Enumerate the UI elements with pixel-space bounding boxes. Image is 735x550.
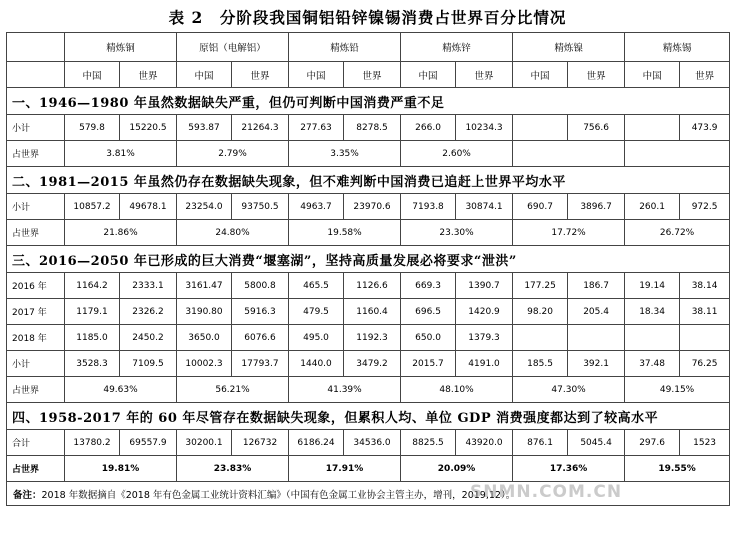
data-cell: 23970.6: [344, 194, 401, 220]
data-cell: 5800.8: [232, 273, 289, 299]
table-row: [7, 351, 730, 377]
data-cell: 10002.3: [177, 351, 232, 377]
section-row: [7, 88, 730, 115]
data-cell: 465.5: [289, 273, 344, 299]
section-row: [7, 403, 730, 430]
data-cell: 8825.5: [401, 430, 456, 456]
data-cell: 297.6: [625, 430, 680, 456]
metal-header: 精炼镍: [513, 33, 625, 62]
row-label: 合计: [7, 430, 65, 456]
data-cell: 1440.0: [289, 351, 344, 377]
data-cell: 30200.1: [177, 430, 232, 456]
world-header: 世界: [568, 62, 625, 88]
data-cell: 43920.0: [456, 430, 513, 456]
data-cell: 392.1: [568, 351, 625, 377]
data-cell: 593.87: [177, 115, 232, 141]
data-cell: 972.5: [680, 194, 730, 220]
data-cell: 76.25: [680, 351, 730, 377]
watermark: SNMN.COM.CN: [470, 482, 623, 502]
table-row: [7, 273, 730, 299]
data-cell: [513, 115, 568, 141]
data-cell: [513, 325, 568, 351]
percent-cell: 47.30%: [513, 377, 625, 403]
data-cell: 10234.3: [456, 115, 513, 141]
metal-header: 原铝（电解铝）: [177, 33, 289, 62]
percent-cell: 17.91%: [289, 456, 401, 482]
data-cell: 126732: [232, 430, 289, 456]
china-header: 中国: [625, 62, 680, 88]
china-header: 中国: [177, 62, 232, 88]
data-cell: 479.5: [289, 299, 344, 325]
china-header: 中国: [65, 62, 120, 88]
data-cell: 7109.5: [120, 351, 177, 377]
data-cell: 17793.7: [232, 351, 289, 377]
data-cell: 1164.2: [65, 273, 120, 299]
percent-label: 占世界: [7, 220, 65, 246]
row-label: 小计: [7, 194, 65, 220]
data-cell: 3528.3: [65, 351, 120, 377]
data-cell: 3190.80: [177, 299, 232, 325]
data-cell: 2450.2: [120, 325, 177, 351]
data-cell: 1523: [680, 430, 730, 456]
data-cell: 10857.2: [65, 194, 120, 220]
percent-cell: 17.72%: [513, 220, 625, 246]
world-header: 世界: [120, 62, 177, 88]
percent-cell: [625, 141, 730, 167]
china-header: 中国: [401, 62, 456, 88]
data-cell: 3479.2: [344, 351, 401, 377]
percent-cell: 19.55%: [625, 456, 730, 482]
header-row-regions: [7, 62, 730, 88]
data-cell: 579.8: [65, 115, 120, 141]
percent-label: 占世界: [7, 377, 65, 403]
data-cell: 38.14: [680, 273, 730, 299]
world-header: 世界: [232, 62, 289, 88]
data-cell: 1390.7: [456, 273, 513, 299]
percent-row: [7, 456, 730, 482]
data-cell: 2326.2: [120, 299, 177, 325]
data-cell: 186.7: [568, 273, 625, 299]
world-header: 世界: [680, 62, 730, 88]
note-label: 备注：: [13, 489, 42, 501]
section-heading: 四、1958-2017 年的 60 年尽管存在数据缺失现象，但累积人均、单位 GDP 消费强度都达到了较高水平: [7, 403, 730, 430]
world-header: 世界: [456, 62, 513, 88]
data-cell: 1179.1: [65, 299, 120, 325]
data-cell: 4963.7: [289, 194, 344, 220]
percent-cell: [513, 141, 625, 167]
data-cell: 1379.3: [456, 325, 513, 351]
row-label: 2017 年: [7, 299, 65, 325]
data-cell: 3650.0: [177, 325, 232, 351]
percent-cell: 26.72%: [625, 220, 730, 246]
header-row-metals: [7, 33, 730, 62]
data-cell: 185.5: [513, 351, 568, 377]
data-cell: 669.3: [401, 273, 456, 299]
percent-cell: 19.81%: [65, 456, 177, 482]
data-cell: 8278.5: [344, 115, 401, 141]
data-cell: [625, 325, 680, 351]
data-cell: 2333.1: [120, 273, 177, 299]
corner-cell: [7, 62, 65, 88]
data-cell: 7193.8: [401, 194, 456, 220]
world-header: 世界: [344, 62, 401, 88]
metal-header: 精炼锌: [401, 33, 513, 62]
percent-cell: 20.09%: [401, 456, 513, 482]
data-cell: 19.14: [625, 273, 680, 299]
data-cell: 30874.1: [456, 194, 513, 220]
data-cell: 69557.9: [120, 430, 177, 456]
data-cell: 13780.2: [65, 430, 120, 456]
percent-row: [7, 220, 730, 246]
data-cell: 4191.0: [456, 351, 513, 377]
row-label: 2016 年: [7, 273, 65, 299]
data-cell: 3896.7: [568, 194, 625, 220]
data-cell: [568, 325, 625, 351]
section-heading: 三、2016—2050 年已形成的巨大消费“堰塞湖”，坚持高质量发展必将要求“泄洪”: [7, 246, 730, 273]
table-row: [7, 194, 730, 220]
section-row: [7, 246, 730, 273]
percent-cell: 3.81%: [65, 141, 177, 167]
data-cell: [625, 115, 680, 141]
data-cell: 177.25: [513, 273, 568, 299]
percent-cell: 41.39%: [289, 377, 401, 403]
data-cell: 21264.3: [232, 115, 289, 141]
data-cell: 3161.47: [177, 273, 232, 299]
percent-cell: 23.83%: [177, 456, 289, 482]
china-header: 中国: [513, 62, 568, 88]
data-cell: 1126.6: [344, 273, 401, 299]
data-cell: 34536.0: [344, 430, 401, 456]
data-cell: 2015.7: [401, 351, 456, 377]
data-cell: 266.0: [401, 115, 456, 141]
percent-cell: 49.15%: [625, 377, 730, 403]
data-cell: 93750.5: [232, 194, 289, 220]
table-title: 表 2 分阶段我国铜铝铅锌镍锡消费占世界百分比情况: [168, 8, 567, 27]
data-cell: 15220.5: [120, 115, 177, 141]
consumption-table: [6, 32, 730, 506]
table-row: [7, 430, 730, 456]
data-cell: 1185.0: [65, 325, 120, 351]
percent-cell: 48.10%: [401, 377, 513, 403]
data-cell: 1160.4: [344, 299, 401, 325]
data-cell: 6186.24: [289, 430, 344, 456]
percent-row: [7, 377, 730, 403]
percent-cell: 17.36%: [513, 456, 625, 482]
metal-header: 精炼铅: [289, 33, 401, 62]
percent-label: 占世界: [7, 456, 65, 482]
data-cell: 260.1: [625, 194, 680, 220]
data-cell: 277.63: [289, 115, 344, 141]
metal-header: 精炼铜: [65, 33, 177, 62]
metal-header: 精炼锡: [625, 33, 730, 62]
percent-cell: 2.60%: [401, 141, 513, 167]
data-cell: 5916.3: [232, 299, 289, 325]
percent-row: [7, 141, 730, 167]
percent-cell: 19.58%: [289, 220, 401, 246]
row-label: 小计: [7, 115, 65, 141]
data-cell: 690.7: [513, 194, 568, 220]
data-cell: 98.20: [513, 299, 568, 325]
data-cell: 495.0: [289, 325, 344, 351]
percent-cell: 3.35%: [289, 141, 401, 167]
data-cell: 6076.6: [232, 325, 289, 351]
row-label: 小计: [7, 351, 65, 377]
percent-cell: 2.79%: [177, 141, 289, 167]
section-heading: 一、1946—1980 年虽然数据缺失严重，但仍可判断中国消费严重不足: [7, 88, 730, 115]
china-header: 中国: [289, 62, 344, 88]
data-cell: 18.34: [625, 299, 680, 325]
data-cell: 473.9: [680, 115, 730, 141]
data-cell: 1420.9: [456, 299, 513, 325]
data-cell: 1192.3: [344, 325, 401, 351]
data-cell: 876.1: [513, 430, 568, 456]
data-cell: 756.6: [568, 115, 625, 141]
row-label: 2018 年: [7, 325, 65, 351]
data-cell: 38.11: [680, 299, 730, 325]
section-row: [7, 167, 730, 194]
percent-cell: 21.86%: [65, 220, 177, 246]
data-cell: [680, 325, 730, 351]
note-text: 2018 年数据摘自《2018 年有色金属工业统计资料汇编》（中国有色金属工业协会主管主办，增刊，2019,12）。: [41, 489, 516, 501]
data-cell: 205.4: [568, 299, 625, 325]
data-cell: 37.48: [625, 351, 680, 377]
percent-cell: 49.63%: [65, 377, 177, 403]
table-row: [7, 115, 730, 141]
table-row: [7, 325, 730, 351]
section-heading: 二、1981—2015 年虽然仍存在数据缺失现象，但不难判断中国消费已追赶上世界平均水平: [7, 167, 730, 194]
percent-cell: 56.21%: [177, 377, 289, 403]
percent-cell: 23.30%: [401, 220, 513, 246]
corner-cell: [7, 33, 65, 62]
data-cell: 696.5: [401, 299, 456, 325]
data-cell: 5045.4: [568, 430, 625, 456]
data-cell: 23254.0: [177, 194, 232, 220]
data-cell: 650.0: [401, 325, 456, 351]
percent-label: 占世界: [7, 141, 65, 167]
table-row: [7, 299, 730, 325]
percent-cell: 24.80%: [177, 220, 289, 246]
data-cell: 49678.1: [120, 194, 177, 220]
